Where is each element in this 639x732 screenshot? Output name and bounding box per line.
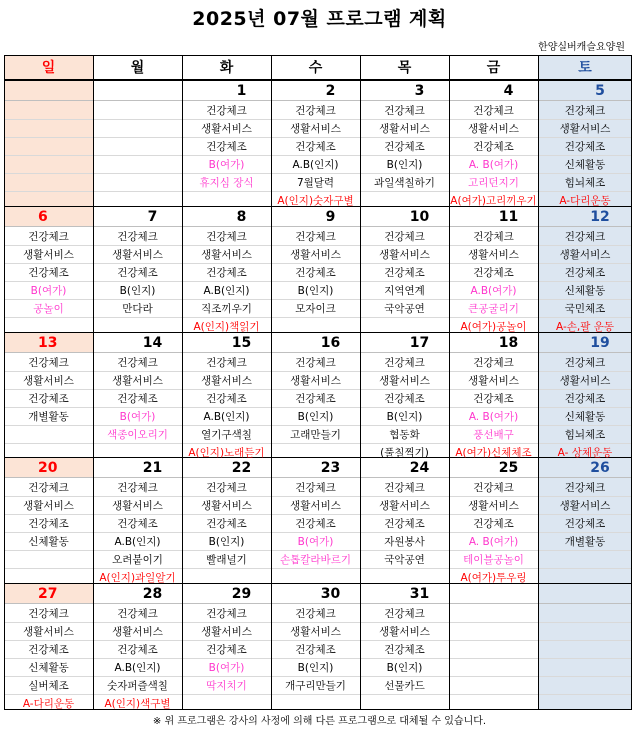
activity-item — [4, 174, 93, 192]
activity-item: 건강체조 — [538, 515, 632, 533]
activity-item: 생활서비스 — [182, 120, 271, 138]
day-cell — [360, 333, 449, 459]
activity-item — [93, 156, 182, 174]
activity-item: A. B(여가) — [449, 156, 538, 174]
activity-item: 건강체크 — [271, 605, 360, 623]
activity-item: 빨래널기 — [182, 551, 271, 569]
activity-item: 생활서비스 — [538, 497, 632, 515]
activity-item: 건강체크 — [449, 228, 538, 246]
activity-item: A(인지)노래듣기 — [188, 446, 265, 459]
day-cell — [4, 584, 93, 710]
day-cell — [271, 81, 360, 207]
activity-item: 힘뇌체조 — [538, 174, 632, 192]
activity-item: B(인지) — [271, 282, 360, 300]
activity-item: A(여가)공놀이 — [460, 320, 527, 333]
day-cell — [538, 584, 632, 710]
date-number: 15 — [182, 333, 271, 353]
activity-item: A. B(여가) — [449, 533, 538, 551]
date-number: 10 — [360, 207, 449, 227]
date-number: 2 — [271, 81, 360, 101]
activity-item: 모자이크 — [271, 300, 360, 318]
activity-item: 생활서비스 — [360, 623, 449, 641]
activity-item: 생활서비스 — [4, 497, 93, 515]
activity-item: 생활서비스 — [538, 246, 632, 264]
activity-item: 생활서비스 — [182, 497, 271, 515]
day-cell — [271, 458, 360, 584]
date-number: 23 — [271, 458, 360, 478]
activity-item: 건강체크 — [360, 354, 449, 372]
footer-note: ※ 위 프로그램은 강사의 사정에 의해 다른 프로그램으로 대체될 수 있습니다. — [152, 716, 487, 727]
day-cell — [360, 207, 449, 333]
column-divider — [271, 55, 272, 710]
activity-item: 건강체크 — [4, 479, 93, 497]
activity-item: 만다라 — [93, 300, 182, 318]
weekday-header: 일 — [4, 55, 93, 81]
date-number: 22 — [182, 458, 271, 478]
activity-item: 국민체조 — [538, 300, 632, 318]
weekday-header: 화 — [182, 55, 271, 81]
activity-item: 건강체크 — [93, 354, 182, 372]
activity-item: 생활서비스 — [360, 120, 449, 138]
activity-item: 생활서비스 — [93, 372, 182, 390]
activity-item: 생활서비스 — [538, 120, 632, 138]
day-cell — [182, 333, 271, 459]
page-title: 2025년 07월 프로그램 계획 — [192, 8, 447, 30]
activity-item — [4, 156, 93, 174]
activity-item: 숫자퍼즐색칠 — [93, 677, 182, 695]
date-number: 29 — [182, 584, 271, 604]
activity-item — [449, 659, 538, 677]
activity-item: 건강체크 — [271, 102, 360, 120]
date-number: 17 — [360, 333, 449, 353]
day-cell — [360, 81, 449, 207]
weekday-header: 토 — [538, 55, 632, 81]
activity-item — [93, 174, 182, 192]
day-cell — [93, 584, 182, 710]
activity-item: 생활서비스 — [93, 497, 182, 515]
date-number: 5 — [538, 81, 632, 101]
date-number: 27 — [4, 584, 93, 604]
activity-item: A.B(인지) — [271, 156, 360, 174]
activity-item: 건강체크 — [360, 228, 449, 246]
activity-item: 고리던지기 — [449, 174, 538, 192]
activity-item — [93, 138, 182, 156]
date-number: 28 — [93, 584, 182, 604]
activity-item: 건강체크 — [182, 354, 271, 372]
activity-item: 실버체조 — [4, 677, 93, 695]
activity-item: A.B(인지) — [182, 282, 271, 300]
activity-item: 건강체조 — [182, 390, 271, 408]
activity-item: 국악공연 — [360, 300, 449, 318]
date-number: 20 — [4, 458, 93, 478]
activity-item: 국악공연 — [360, 551, 449, 569]
day-cell — [271, 333, 360, 459]
day-cell — [271, 207, 360, 333]
weekday-header: 수 — [271, 55, 360, 81]
activity-item: 생활서비스 — [271, 246, 360, 264]
activity-item: 지역연계 — [360, 282, 449, 300]
activity-item: B(인지) — [360, 408, 449, 426]
activity-item: B(여가) — [93, 408, 182, 426]
activity-item: 건강체조 — [4, 515, 93, 533]
activity-item: 자원봉사 — [360, 533, 449, 551]
day-cell — [93, 81, 182, 207]
activity-item: 직조끼우기 — [182, 300, 271, 318]
activity-item: B(인지) — [271, 659, 360, 677]
activity-item: 건강체크 — [271, 354, 360, 372]
activity-item: 힘뇌체조 — [538, 426, 632, 444]
day-cell — [93, 207, 182, 333]
date-number — [449, 584, 538, 604]
activity-item: B(인지) — [360, 659, 449, 677]
activity-item: 건강체조 — [4, 264, 93, 282]
date-number: 31 — [360, 584, 449, 604]
activity-item: 건강체조 — [449, 264, 538, 282]
date-number: 26 — [538, 458, 632, 478]
activity-item: 테이블공놀이 — [449, 551, 538, 569]
activity-item: B(인지) — [93, 282, 182, 300]
activity-item: 생활서비스 — [93, 623, 182, 641]
activity-item: 건강체조 — [182, 264, 271, 282]
day-cell — [360, 458, 449, 584]
activity-item: 생활서비스 — [360, 372, 449, 390]
activity-item: 건강체크 — [4, 228, 93, 246]
activity-item: 풍선배구 — [449, 426, 538, 444]
activity-item: 건강체조 — [4, 641, 93, 659]
activity-item: 건강체크 — [538, 228, 632, 246]
date-number: 11 — [449, 207, 538, 227]
activity-item: A- 상체운동 — [557, 446, 613, 459]
activity-item: 건강체조 — [4, 390, 93, 408]
activity-item: 건강체조 — [360, 515, 449, 533]
day-cell — [93, 333, 182, 459]
calendar-grid — [4, 55, 632, 710]
activity-item: 오려붙이기 — [93, 551, 182, 569]
day-cell — [538, 81, 632, 207]
activity-item — [538, 641, 632, 659]
organization-name: 한양실버캐슬요양원 — [538, 42, 625, 53]
date-number: 18 — [449, 333, 538, 353]
weekday-header: 목 — [360, 55, 449, 81]
activity-item: A(인지)색구별 — [104, 698, 171, 711]
activity-item: 건강체크 — [93, 605, 182, 623]
weekday-header: 월 — [93, 55, 182, 81]
activity-item: 큰공굴리기 — [449, 300, 538, 318]
activity-item: 건강체조 — [538, 138, 632, 156]
activity-item: 건강체크 — [360, 605, 449, 623]
activity-item: A.B(여가) — [449, 282, 538, 300]
activity-item: A-다리운동 — [559, 195, 611, 207]
date-number — [4, 81, 93, 101]
activity-item: 건강체조 — [360, 264, 449, 282]
date-number: 8 — [182, 207, 271, 227]
activity-item: 건강체조 — [93, 264, 182, 282]
date-number: 21 — [93, 458, 182, 478]
activity-item: 생활서비스 — [93, 246, 182, 264]
activity-item: 건강체조 — [538, 264, 632, 282]
date-number: 1 — [182, 81, 271, 101]
activity-item: 건강체조 — [271, 264, 360, 282]
day-cell — [360, 584, 449, 710]
activity-item: 생활서비스 — [538, 372, 632, 390]
day-cell — [449, 333, 538, 459]
activity-item — [4, 426, 93, 444]
activity-item — [449, 677, 538, 695]
column-divider — [93, 55, 94, 710]
date-number: 3 — [360, 81, 449, 101]
activity-item: 건강체크 — [360, 102, 449, 120]
activity-item — [538, 551, 632, 569]
activity-item: 생활서비스 — [182, 372, 271, 390]
day-cell — [182, 584, 271, 710]
activity-item: 생활서비스 — [449, 372, 538, 390]
activity-item: A. B(여가) — [449, 408, 538, 426]
activity-item: 건강체크 — [182, 102, 271, 120]
activity-item: 건강체조 — [538, 390, 632, 408]
activity-item: A.B(인지) — [93, 659, 182, 677]
activity-item: 신체활동 — [4, 659, 93, 677]
activity-item: 생활서비스 — [449, 246, 538, 264]
activity-item: 건강체크 — [449, 102, 538, 120]
day-cell — [4, 458, 93, 584]
activity-item: 색종이오리기 — [93, 426, 182, 444]
activity-item: 건강체크 — [271, 479, 360, 497]
activity-item: 건강체크 — [4, 354, 93, 372]
activity-item: 딱지치기 — [182, 677, 271, 695]
activity-item: 건강체조 — [449, 390, 538, 408]
day-cell — [538, 458, 632, 584]
activity-item: 과일색칠하기 — [360, 174, 449, 192]
activity-item: A(인지)책읽기 — [193, 320, 260, 333]
activity-item: A(여가)고리끼우기 — [450, 195, 537, 207]
weekday-header: 금 — [449, 55, 538, 81]
activity-item: 건강체조 — [182, 138, 271, 156]
date-number: 13 — [4, 333, 93, 353]
activity-item: 건강체조 — [449, 138, 538, 156]
date-number: 12 — [538, 207, 632, 227]
activity-item — [4, 551, 93, 569]
date-number: 16 — [271, 333, 360, 353]
activity-item: 건강체조 — [93, 390, 182, 408]
activity-item: 건강체조 — [182, 515, 271, 533]
day-cell — [538, 207, 632, 333]
date-number: 4 — [449, 81, 538, 101]
activity-item: 선물카드 — [360, 677, 449, 695]
activity-item: 건강체크 — [4, 605, 93, 623]
day-cell — [93, 458, 182, 584]
activity-item: 생활서비스 — [4, 246, 93, 264]
activity-item: 건강체크 — [449, 479, 538, 497]
activity-item: A-다리운동 — [22, 698, 75, 711]
date-number: 24 — [360, 458, 449, 478]
activity-item: 신체활동 — [538, 156, 632, 174]
day-cell — [4, 333, 93, 459]
activity-item: 건강체크 — [538, 354, 632, 372]
activity-item — [538, 605, 632, 623]
date-number: 7 — [93, 207, 182, 227]
activity-item: 생활서비스 — [182, 623, 271, 641]
activity-item: 건강체조 — [360, 641, 449, 659]
activity-item: 건강체조 — [93, 515, 182, 533]
activity-item — [4, 120, 93, 138]
activity-item — [449, 641, 538, 659]
date-number: 6 — [4, 207, 93, 227]
date-number: 14 — [93, 333, 182, 353]
activity-item — [4, 138, 93, 156]
day-cell — [182, 207, 271, 333]
activity-item: 생활서비스 — [360, 497, 449, 515]
activity-item: 7월달력 — [271, 174, 360, 192]
activity-item: A(여가)투우링 — [460, 572, 527, 585]
day-cell — [182, 81, 271, 207]
activity-item: 생활서비스 — [360, 246, 449, 264]
activity-item: A(인지)숫자구별 — [277, 195, 354, 207]
activity-item: 휴지심 장식 — [182, 174, 271, 192]
activity-item — [538, 695, 632, 713]
activity-item: 건강체조 — [271, 515, 360, 533]
day-cell — [4, 81, 93, 207]
column-divider — [449, 55, 450, 710]
activity-item: 열기구색칠 — [182, 426, 271, 444]
date-number: 9 — [271, 207, 360, 227]
date-number — [538, 584, 632, 604]
activity-item: A-손,팔 운동 — [556, 320, 614, 333]
day-cell — [449, 81, 538, 207]
column-divider — [182, 55, 183, 710]
activity-item — [360, 695, 449, 713]
day-cell — [449, 458, 538, 584]
date-number: 30 — [271, 584, 360, 604]
activity-item: B(여가) — [4, 282, 93, 300]
activity-item: 건강체조 — [449, 515, 538, 533]
activity-item: 건강체크 — [93, 228, 182, 246]
activity-item: A(여가)신체체조 — [455, 446, 532, 459]
day-cell — [449, 207, 538, 333]
activity-item: B(인지) — [360, 156, 449, 174]
activity-item: 건강체크 — [449, 354, 538, 372]
date-number: 19 — [538, 333, 632, 353]
activity-item: 건강체크 — [360, 479, 449, 497]
activity-item: 생활서비스 — [449, 497, 538, 515]
activity-item: 신체활동 — [4, 533, 93, 551]
activity-item: (풀칠찍기) — [380, 446, 429, 459]
activity-item — [182, 695, 271, 713]
day-cell — [538, 333, 632, 459]
activity-item: B(여가) — [271, 533, 360, 551]
activity-item — [538, 623, 632, 641]
day-cell — [4, 207, 93, 333]
activity-item: 건강체조 — [360, 138, 449, 156]
activity-item — [449, 623, 538, 641]
activity-item: 협동화 — [360, 426, 449, 444]
activity-item: 건강체조 — [271, 390, 360, 408]
activity-item: 개별활동 — [538, 533, 632, 551]
activity-item: 신체활동 — [538, 282, 632, 300]
activity-item: 건강체크 — [538, 479, 632, 497]
activity-item: 건강체조 — [360, 390, 449, 408]
date-number: 25 — [449, 458, 538, 478]
activity-item: A.B(인지) — [93, 533, 182, 551]
activity-item: 생활서비스 — [271, 120, 360, 138]
activity-item — [93, 120, 182, 138]
activity-item: 생활서비스 — [271, 623, 360, 641]
activity-item: 손톱칼라바르기 — [271, 551, 360, 569]
day-cell — [182, 458, 271, 584]
activity-item: 건강체크 — [538, 102, 632, 120]
activity-item: 생활서비스 — [4, 623, 93, 641]
activity-item: 개별활동 — [4, 408, 93, 426]
column-divider — [538, 55, 539, 710]
day-cell — [271, 584, 360, 710]
activity-item: 건강체크 — [93, 479, 182, 497]
activity-item: 신체활동 — [538, 408, 632, 426]
activity-item: B(여가) — [182, 156, 271, 174]
activity-item: 생활서비스 — [271, 372, 360, 390]
activity-item: 생활서비스 — [4, 372, 93, 390]
column-divider — [360, 55, 361, 710]
activity-item: 건강체크 — [182, 228, 271, 246]
activity-item: 생활서비스 — [271, 497, 360, 515]
activity-item: A.B(인지) — [182, 408, 271, 426]
activity-item: 건강체크 — [182, 479, 271, 497]
activity-item: B(여가) — [182, 659, 271, 677]
activity-item: B(인지) — [271, 408, 360, 426]
activity-item: 고래만들기 — [271, 426, 360, 444]
activity-item: A(인지)과일알기 — [99, 572, 176, 585]
activity-item — [271, 695, 360, 713]
activity-item: 생활서비스 — [449, 120, 538, 138]
activity-item: 건강체크 — [182, 605, 271, 623]
activity-item: 공놀이 — [4, 300, 93, 318]
date-number — [93, 81, 182, 101]
activity-item: 건강체크 — [271, 228, 360, 246]
activity-item — [538, 659, 632, 677]
activity-item: 건강체조 — [271, 138, 360, 156]
activity-item — [4, 102, 93, 120]
activity-item — [449, 605, 538, 623]
activity-item: 생활서비스 — [182, 246, 271, 264]
day-cell — [449, 584, 538, 710]
activity-item: 개구리만들기 — [271, 677, 360, 695]
activity-item — [538, 677, 632, 695]
activity-item: 건강체조 — [182, 641, 271, 659]
activity-item: B(인지) — [182, 533, 271, 551]
activity-item — [449, 695, 538, 713]
activity-item: 건강체조 — [93, 641, 182, 659]
activity-item: 건강체조 — [271, 641, 360, 659]
activity-item — [93, 102, 182, 120]
